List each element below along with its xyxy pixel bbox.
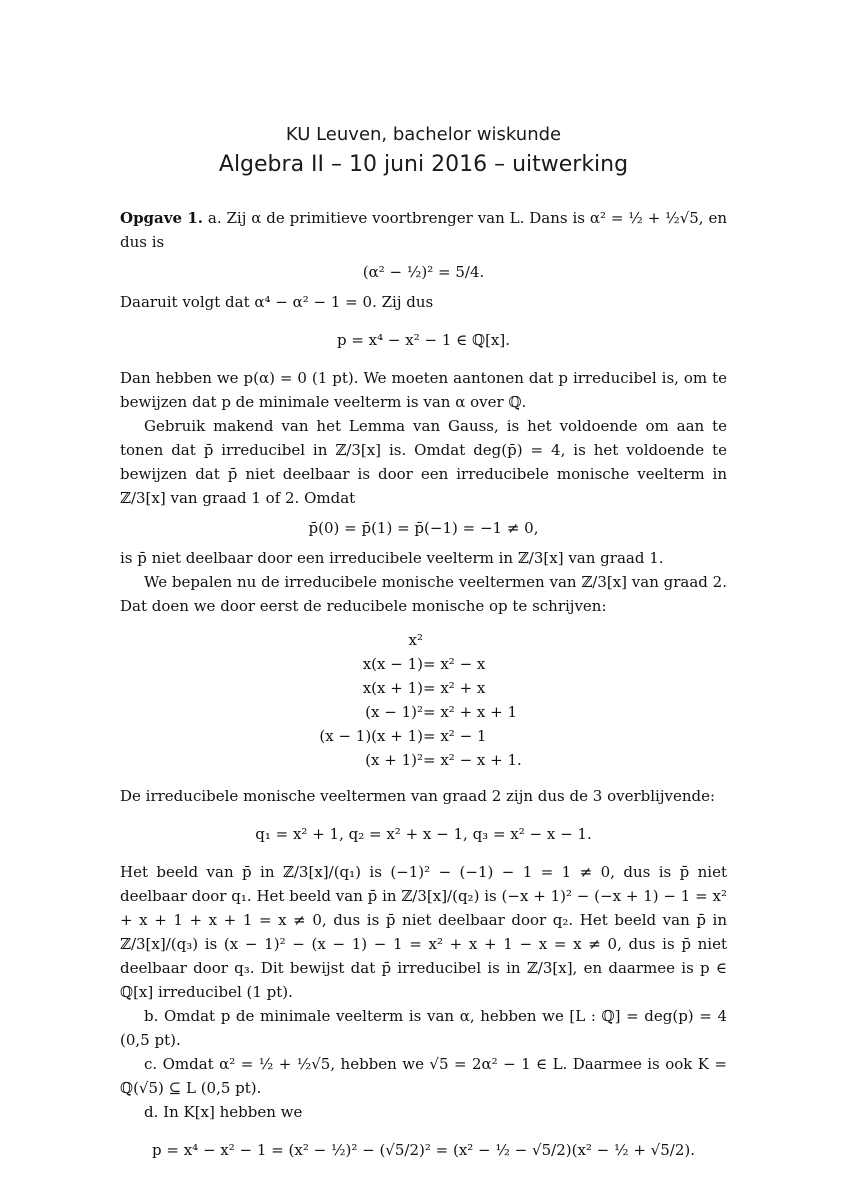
institution-line: KU Leuven, bachelor wiskunde [285, 124, 562, 145]
reducible-row [120, 748, 727, 772]
equation-alpha-squared: (α² − ½)² = 5/4. [362, 263, 485, 281]
reducible-rhs: = x² − 1 [423, 727, 487, 745]
equation-factorization: p = x⁴ − x² − 1 = (x² − ½)² − (√5/2)² = (x² − ½ − √5/2)(x² − ½ + √5/2). [152, 1141, 695, 1159]
solution-body [120, 206, 727, 1176]
part-d-intro: d. In K[x] hebben we [144, 1103, 303, 1121]
reducible-row [120, 700, 727, 724]
part-a-follow: Daaruit volgt dat α⁴ − α² − 1 = 0. Zij dus [120, 293, 434, 311]
part-a-intro-text: a. Zij α de primitieve voortbrenger van L. Dans is α² = ½ + ½√5, en dus is [120, 209, 727, 251]
part-c: c. Omdat α² = ½ + ½√5, hebben we √5 = 2α² − 1 ∈ L. Daarmee is ook K = ℚ(√5) ⊆ L (0,5 pt). [120, 1055, 727, 1097]
reducible-lhs: x(x + 1) [362, 679, 423, 697]
paragraph-degree-one: is p̄ niet deelbaar door een irreducibele veelterm in ℤ/3[x] van graad 1. [120, 549, 664, 567]
paragraph-images: Het beeld van p̄ in ℤ/3[x]/(q₁) is (−1)² − (−1) − 1 = 1 ≠ 0, dus is p̄ niet deelbaar door q₁. Het beeld van p̄ in ℤ/3[x]/(q₂) is (−x + 1)² − (−x + 1) − 1 = x² + x + 1 + x + 1 = x ≠ 0, dus is p̄ niet deelbaar door q₂. Het beeld van p̄ in ℤ/3[x]/(q₃) is (x − 1)² − (x − 1) − 1 = x² + x + 1 − x = x ≠ 0, dus is p̄ niet deelbaar door q₃. Dit bewijst dat p̄ irreducibel is in ℤ/3[x], en daarmee is p ∈ ℚ[x] irreducibel (1 pt). [120, 863, 727, 1001]
reducible-lhs: x(x − 1) [362, 655, 423, 673]
reducible-lhs: x² [408, 631, 423, 649]
paragraph-p-alpha: Dan hebben we p(α) = 0 (1 pt). We moeten aantonen dat p irreducibel is, om te bewijzen dat p de minimale veelterm is van α over ℚ. [120, 369, 727, 411]
reducible-row [120, 676, 727, 700]
reducible-rhs: = x² − x [423, 655, 486, 673]
reducible-polynomials-list [120, 628, 727, 772]
reducible-rhs: = x² + x + 1 [423, 703, 518, 721]
reducible-lhs: (x + 1)² [365, 751, 423, 769]
paragraph-degree-two: We bepalen nu de irreducibele monische veeltermen van ℤ/3[x] van graad 2. Dat doen we door eerst de reducibele monische op te schrijven: [120, 573, 727, 615]
equation-p-definition: p = x⁴ − x² − 1 ∈ ℚ[x]. [336, 331, 511, 349]
equation-pbar-values: p̄(0) = p̄(1) = p̄(−1) = −1 ≠ 0, [308, 519, 539, 537]
reducible-row [120, 628, 727, 652]
equation-q-polynomials: q₁ = x² + 1, q₂ = x² + x − 1, q₃ = x² − x − 1. [255, 825, 592, 843]
part-b: b. Omdat p de minimale veelterm is van α, hebben we [L : ℚ] = deg(p) = 4 (0,5 pt). [120, 1007, 727, 1049]
paragraph-gauss-lemma: Gebruik makend van het Lemma van Gauss, is het voldoende om aan te tonen dat p̄ irreducibel in ℤ/3[x] is. Omdat deg(p̄) = 4, is het voldoende te bewijzen dat p̄ niet deelbaar is door een irreducibele monische veelterm in ℤ/3[x] van graad 1 of 2. Omdat [120, 417, 727, 507]
reducible-lhs: (x − 1)(x + 1) [319, 727, 423, 745]
exercise-label: Opgave 1. [120, 209, 204, 227]
paragraph-irreducible-list: De irreducibele monische veeltermen van graad 2 zijn dus de 3 overblijvende: [120, 787, 716, 805]
reducible-row [120, 724, 727, 748]
reducible-rhs: = x² + x [423, 679, 486, 697]
reducible-rhs: = x² − x + 1. [423, 751, 522, 769]
reducible-rhs [423, 628, 727, 652]
reducible-lhs: (x − 1)² [365, 703, 423, 721]
document-title: Algebra II – 10 juni 2016 – uitwerking [218, 152, 629, 177]
reducible-row [120, 652, 727, 676]
part-a-intro [120, 206, 727, 254]
